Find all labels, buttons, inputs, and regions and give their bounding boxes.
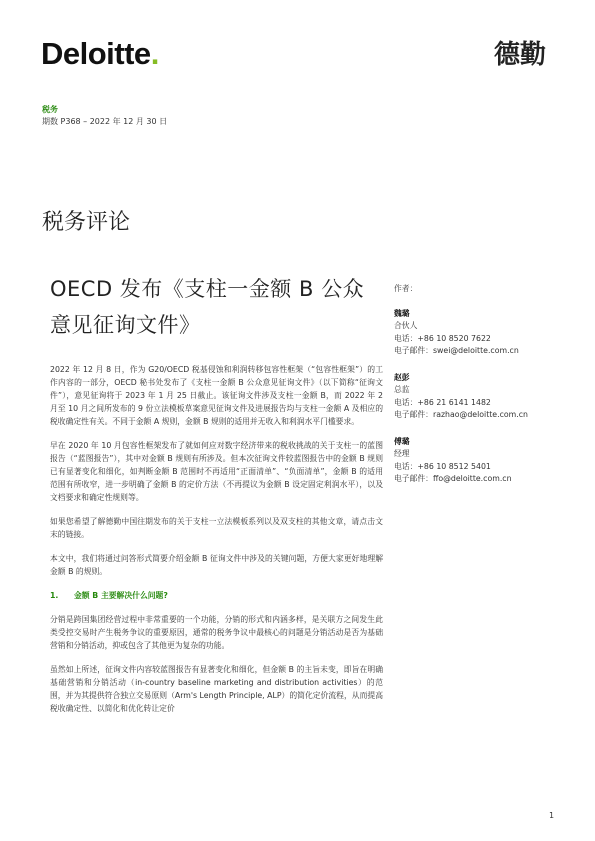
authors-label: 作者： [394, 284, 418, 293]
author-title: 经理 [394, 449, 410, 458]
question-heading-1 [50, 589, 383, 602]
page-number: 1 [549, 811, 555, 820]
body-paragraph: 本文中，我们将通过问答形式简要介绍金额 B 征询文件中涉及的关键问题，方便大家更好地理解金额 B 的规则。 [50, 554, 383, 576]
author-card [394, 308, 574, 358]
headline-line-2: 意见征询文件》 [50, 313, 201, 337]
author-title: 总监 [394, 385, 410, 394]
body-paragraph: 分销是跨国集团经营过程中非常重要的一个功能，分销的形式和内涵多样，是关联方之间发生此类受控交易时产生税务争议的重要原因，通常的税务争议中最核心的问题是分销活动是否为基础营销和分销活动，抑或包含了其他更为复杂的功能。 [50, 615, 383, 650]
author-phone: 电话：+86 10 8512 5401 [394, 461, 491, 471]
body-paragraph: 如果您希望了解德勤中国往期发布的关于支柱一立法模板系列以及双支柱的其他文章，请点击文末的链接。 [50, 517, 383, 539]
article-body [50, 363, 383, 726]
author-card [394, 436, 574, 486]
author-phone: 电话：+86 10 8520 7622 [394, 333, 491, 343]
question-text: 金额 B 主要解决什么问题? [74, 591, 168, 600]
author-name: 魏璐 [394, 308, 410, 318]
logo-green-dot: . [150, 36, 159, 71]
section-title: 税务评论 [42, 210, 131, 235]
headline-line-1: OECD 发布《支柱一金额 B 公众 [50, 277, 365, 301]
issue-date: 期数 P368 – 2022 年 12 月 30 日 [42, 117, 168, 126]
question-number: 1. [50, 591, 59, 600]
author-name: 傅璐 [394, 436, 410, 446]
deloitte-logo [41, 38, 159, 69]
article-headline [50, 271, 390, 343]
category-label: 税务 [42, 105, 58, 114]
deloitte-logo-chinese: 德勤 [494, 40, 547, 70]
logo-wordmark: Deloitte [41, 36, 151, 71]
body-paragraph: 2022 年 12 月 8 日，作为 G20/OECD 税基侵蚀和利润转移包容性框架（“包容性框架”）的工作内容的一部分，OECD 秘书处发布了《支柱一金额 B 公众意见征询文件》（以下简称“征询文件”），意见征询将于 2023 年 1 月 25 日截止。该征询文件涉及支柱一金额 B，而 2022 年 2 月至 10 月之间所发布的 9 份立法模板草案意见征询文件及进展报告均与支柱一金额 A 及相应的税收确定性有关。不同于金额 A 规则，金额 B 规则的适用并无收入和利润水平门槛要求。 [50, 365, 383, 426]
author-title: 合伙人 [394, 321, 418, 330]
author-card [394, 372, 574, 422]
authors-sidebar [394, 283, 574, 500]
author-email[interactable]: 电子邮件：swei@deloitte.com.cn [394, 346, 519, 355]
author-name: 赵彭 [394, 372, 410, 382]
body-paragraph: 虽然如上所述，征询文件内容较蓝图报告有显著变化和细化，但金额 B 的主旨未变，即旨在明确基础营销和分销活动（in-country baseline marketing and distribution activities）的范围，并为其提供符合独立交易原则（Arm's Length Principle, ALP）的简化定价流程，从而提高税收确定性、以简化和优化转让定价 [50, 665, 383, 713]
author-phone: 电话：+86 21 6141 1482 [394, 397, 491, 407]
body-paragraph: 早在 2020 年 10 月包容性框架发布了就如何应对数字经济带来的税收挑战的关于支柱一的蓝图报告（“蓝图报告”），其中对金额 B 规则有所涉及。但本次征询文件较蓝图报告中的金额 B 规则已有显著变化和细化，如判断金额 B 范围时不再适用“正面清单”、“负面清单”，金额 B 的适用范围有所收窄，进一步明确了金额 B 的定价方法（不再提议为金额 B 设定固定利润水平），以及文档要求和确定性规则等。 [50, 441, 383, 502]
author-email[interactable]: 电子邮件：razhao@deloitte.com.cn [394, 410, 528, 419]
author-email[interactable]: 电子邮件：ffo@deloitte.com.cn [394, 474, 512, 483]
